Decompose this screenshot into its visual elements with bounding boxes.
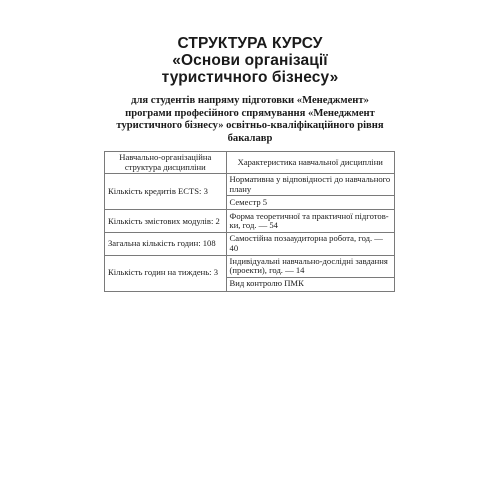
course-name-line-1: «Основи організації (172, 52, 328, 69)
credits-cell: Кількість кредитів ECTS: 3 (105, 174, 227, 210)
course-structure-table (104, 151, 395, 292)
subtitle-line-2: програми професійного спрямування «Менеджмент (125, 107, 375, 119)
table-row (105, 233, 395, 255)
weekly-hours-cell: Кількість годин на тиждень: 3 (105, 255, 227, 291)
modules-cell: Кількість змістових модулів: 2 (105, 210, 227, 233)
table-row (105, 210, 395, 233)
course-name-line-2: туристичного бізнесу» (161, 69, 339, 86)
control-type-cell: Вид контролю ПМК (226, 277, 394, 291)
table-header-row (105, 152, 395, 174)
semester-cell: Семестр 5 (226, 196, 394, 210)
normative-cell: Нормативна у відповідності до навчального плану (226, 174, 394, 196)
subtitle-line-3: туристичного бізнесу» освітньо-кваліфікаційного рівня (116, 120, 384, 131)
table-row (105, 174, 395, 196)
subtitle-line-4: бакалавр (227, 132, 273, 144)
header-structure: Навчально-організаційна структура дисципліни (105, 152, 227, 174)
selfwork-cell: Самостійна позааудиторна робота, год. — 40 (226, 233, 394, 255)
table-row (105, 255, 395, 277)
header-characteristics: Характеристика навчальної дисципліни (226, 152, 394, 174)
course-structure-heading: СТРУКТУРА КУРСУ (177, 35, 323, 52)
individual-tasks-cell: Індивідуальні навчально-дослідні завдання (проекти), год. — 14 (226, 255, 394, 277)
forms-cell: Форма теоретичної та практичної підготов-ки, год. — 54 (226, 210, 394, 233)
subtitle-line-1: для студентів напряму підготовки «Менеджмент» (131, 95, 369, 106)
hours-cell: Загальна кількість годин: 108 (105, 233, 227, 255)
